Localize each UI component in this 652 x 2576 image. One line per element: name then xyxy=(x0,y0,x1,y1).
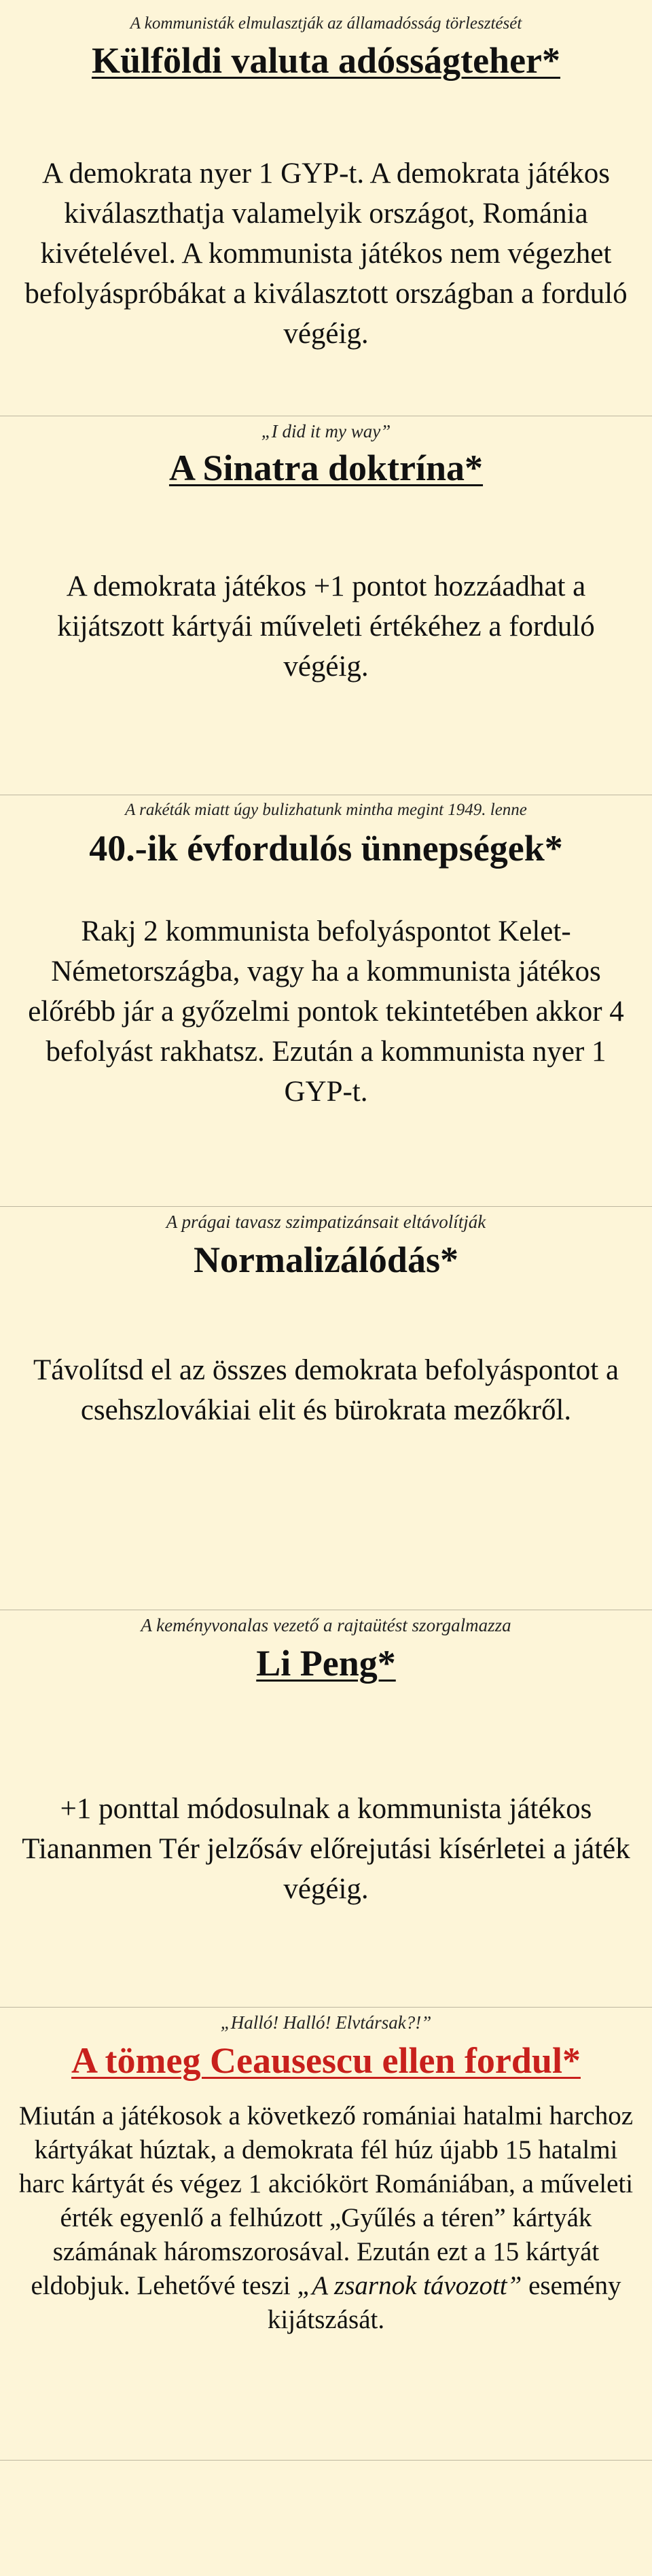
card-li-peng xyxy=(0,1614,652,1909)
card-subtitle: A kommunisták elmulasztják az államadósság törlesztését xyxy=(130,14,522,33)
card-body: A demokrata játékos +1 pontot hozzáadhat a kijátszott kártyái műveleti értékéhez a forduló végéig. xyxy=(57,570,595,683)
card-subtitle: A keményvonalas vezető a rajtaütést szorgalmazza xyxy=(141,1615,511,1635)
card-separator xyxy=(0,1206,652,1207)
card-body: Rakj 2 kommunista befolyáspontot Kelet-Németországba, vagy ha a kommunista játékos előrébb jár a győzelmi pontok tekintetében akkor 4 befolyást rakhatsz. Ezután a kommunista nyer 1 GYP-t. xyxy=(28,915,624,1108)
card-subtitle: „I did it my way” xyxy=(261,421,391,441)
card-body: A demokrata nyer 1 GYP-t. A demokrata játékos kiválaszthatja valamelyik országot, Románia kivételével. A kommunista játékos nem végezhet befolyáspróbákat a kiválasztott országban a forduló végéig. xyxy=(24,158,628,350)
card-subtitle: A prágai tavasz szimpatizánsait eltávolítják xyxy=(166,1212,486,1232)
card-crowd-turns-on-ceausescu xyxy=(0,2011,652,2337)
card-title: 40.-ik évfordulós ünnepségek* xyxy=(89,828,563,869)
card-body-event-reference: „A zsarnok távozott” xyxy=(297,2271,522,2300)
card-title: A tömeg Ceausescu ellen fordul* xyxy=(71,2040,581,2081)
card-separator xyxy=(0,2460,652,2461)
card-body: Távolítsd el az összes demokrata befolyáspontot a csehszlovákiai elit és bürokrata mezőkről. xyxy=(33,1354,619,1426)
card-body-text: Miután a játékosok a következő romániai hatalmi harchoz kártyákat húztak, a demokrata fél húz újabb 15 hatalmi harc kártyát és végez 1 akciókört Romániában, a műveleti érték egyenlő a felhúzott „Gyűlés a téren” kártyák számának háromszorosával. Ezután ezt a 15 kártyát eldobjuk. Lehetővé teszi xyxy=(18,2101,634,2300)
card-separator xyxy=(0,2007,652,2008)
card-foreign-debt xyxy=(0,12,652,354)
card-body: +1 ponttal módosulnak a kommunista játékos Tiananmen Tér jelzősáv előrejutási kísérletei a játék végéig. xyxy=(22,1793,630,1905)
card-title: A Sinatra doktrína* xyxy=(168,448,484,488)
card-sinatra-doctrine xyxy=(0,420,652,687)
card-subtitle: „Halló! Halló! Elvtársak?!” xyxy=(220,2012,432,2033)
card-title: Normalizálódás* xyxy=(194,1239,458,1280)
card-body xyxy=(12,2099,640,2337)
card-title: Li Peng* xyxy=(256,1643,396,1684)
card-title: Külföldi valuta adósságteher* xyxy=(91,40,561,81)
card-subtitle: A rakéták miatt úgy bulizhatunk mintha megint 1949. lenne xyxy=(125,801,527,819)
card-body-tail: esemény kijátszását. xyxy=(267,2271,621,2334)
card-normalization xyxy=(0,1210,652,1430)
card-40th-anniversary xyxy=(0,799,652,1112)
